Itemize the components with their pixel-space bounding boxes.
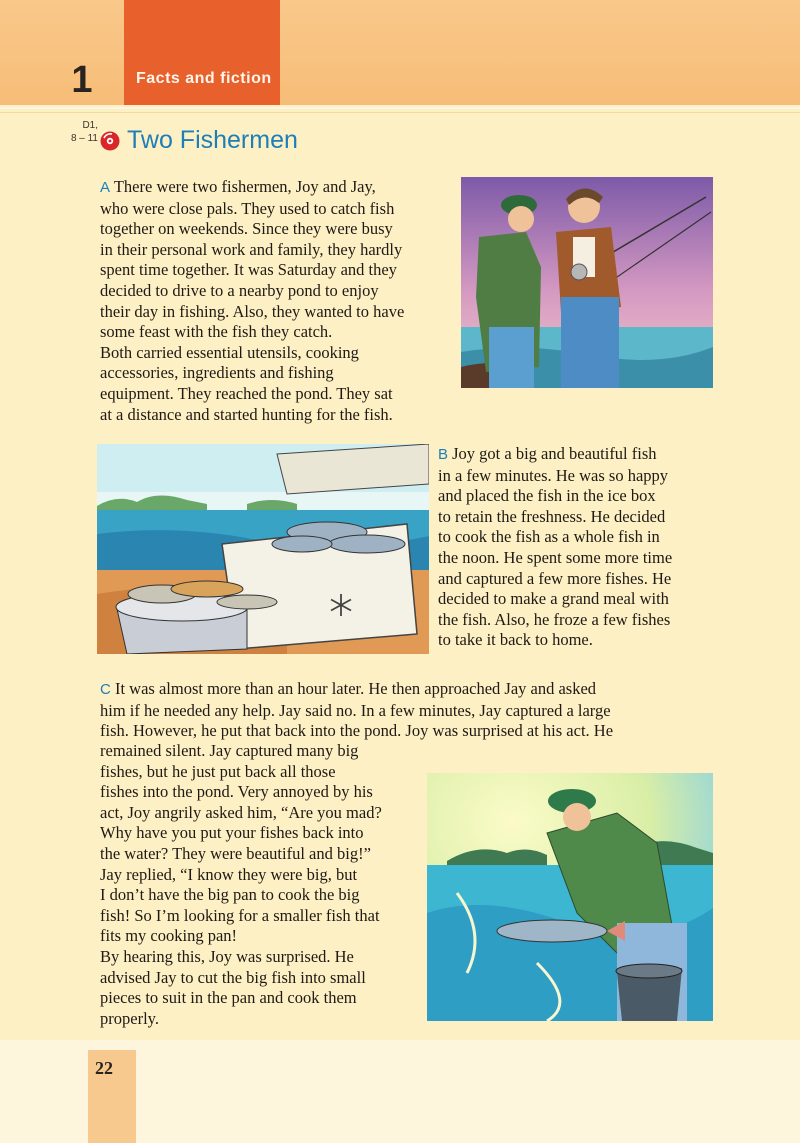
illustration-two-fishermen <box>461 177 713 388</box>
snowflake-icon <box>328 592 354 618</box>
section-c-paragraph-bottom <box>100 741 420 1029</box>
section-c-letter: C <box>100 681 111 698</box>
header-divider <box>0 107 800 109</box>
track-range: 8 – 11 <box>70 133 98 144</box>
page-number: 22 <box>95 1058 113 1078</box>
section-c-text-bottom: remained silent. Jay captured many big fishes, but he just put back all those fishes into the pond. Very annoyed by his act, Joy angrily asked him, “Are you mad? Why have you put your fishes back into the water? They were beautiful and big!” Jay replied, “I know they were big, but I don’t have the big pan to cook the big fish! So I’m looking for a smaller fish that fits my cooking pan! By hearing this, Joy was surprised. He advised Jay to cut the big fish into small pieces to suit in the pan and cook them properly. <box>100 741 382 1028</box>
header-band <box>0 0 800 105</box>
story-title: Two Fishermen <box>127 126 298 154</box>
section-b-paragraph <box>438 444 738 651</box>
section-a-letter: A <box>100 179 111 196</box>
chapter-title: Facts and fiction <box>136 70 272 87</box>
section-a-text: There were two fishermen, Joy and Jay, who were close pals. They used to catch fish together on weekends. Since they were busy in their personal work and family, they hardly spent time together. It was Saturday and they decided to drive to a nearby pond to enjoy their day in fishing. Also, they wanted to have some feast with the fish they catch. Both carried essential utensils, cooking accessories, ingredients and fishing equipment. They reached the pond. They sat at a distance and started hunting for the fish. <box>100 177 405 424</box>
audio-cd-icon[interactable] <box>100 131 120 151</box>
section-c-text-top: It was almost more than an hour later. He then approached Jay and asked him if he needed any help. Jay said no. In a few minutes, Jay captured a large fish. However, he put that back into the pond. Joy was surprised at his act. He <box>100 679 614 741</box>
section-c-paragraph-top <box>100 679 740 742</box>
chapter-number: 1 <box>71 59 93 101</box>
audio-track-reference <box>58 119 98 145</box>
chapter-tab <box>124 0 280 105</box>
illustration-ice-box-fish <box>97 444 429 654</box>
header-divider-line <box>0 112 800 113</box>
illustration-releasing-fish <box>427 773 713 1021</box>
section-b-text: Joy got a big and beautiful fish in a few minutes. He was so happy and placed the fish in the ice box to retain the freshness. He decided to cook the fish as a whole fish in the noon. He spent some more time and captured a few more fishes. He decided to make a grand meal with the fish. Also, he froze a few fishes to take it back to home. <box>438 444 673 650</box>
track-disc: D1, <box>82 120 98 131</box>
section-a-paragraph <box>100 177 452 425</box>
section-b-letter: B <box>438 446 449 463</box>
